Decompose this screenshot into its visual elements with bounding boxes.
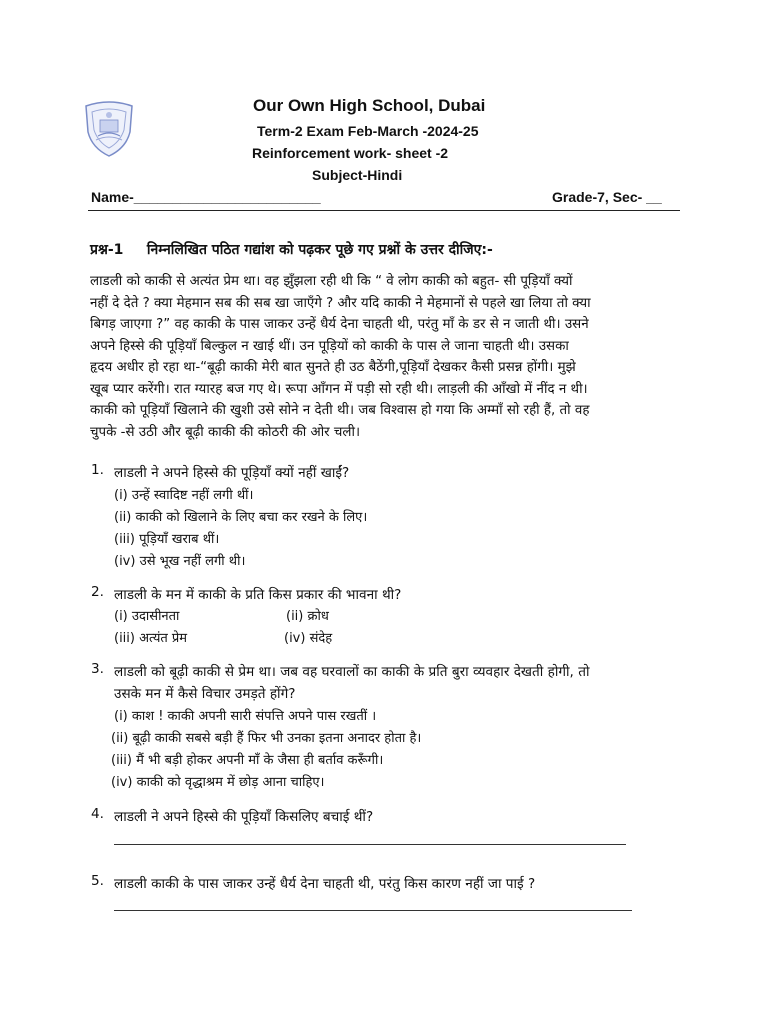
answer-option: (iii) अत्यंत प्रेम [114,631,188,646]
exam-title: Term-2 Exam Feb-March -2024-25 [257,123,479,139]
passage-line: खूब प्यार करेंगी। रात ग्यारह बज गए थे। रूपा आँगन में पड़ी सो रही थी। लाड़ली की आँखो में नींद न थी। [90,381,588,397]
question-text: लाडली को बूढ़ी काकी से प्रेम था। जब वह घरवालों का काकी के प्रति बुरा व्यवहार देखती होगी, तो [114,664,590,680]
answer-option: (ii) काकी को खिलाने के लिए बचा कर रखने के लिए। [114,510,368,525]
school-name: Our Own High School, Dubai [253,96,486,115]
answer-line [114,844,626,845]
reading-passage [90,271,680,443]
name-field: Name-________________________ [91,189,321,205]
passage-line: नहीं दे देते ? क्या मेहमान सब की सब खा जाएँगे ? और यदि काकी ने मेहमानों से पहले खा लिया तो क्या [90,295,591,311]
header-divider [88,210,680,211]
answer-option: (i) उदासीनता [114,609,180,624]
question-number: 3. [91,661,104,677]
question-text: लाडली के मन में काकी के प्रति किस प्रकार की भावना थी? [114,587,402,603]
section-heading [90,240,493,259]
question-number: 2. [91,584,104,600]
passage-line: लाडली को काकी से अत्यंत प्रेम था। वह झुँझला रही थी कि “ वे लोग काकी को बहुत- सी पूड़ियाँ क्यों [90,274,573,289]
worksheet-title: Reinforcement work- sheet -2 [252,145,449,161]
answer-option: (iii) मैं भी बड़ी होकर अपनी माँ के जैसा ही बर्ताव करूँगी। [111,753,384,768]
section-instruction: निम्नलिखित पठित गद्यांश को पढ़कर पूछे गए प्रश्नों के उत्तर दीजिए:- [146,242,493,258]
question-number: 5. [91,873,104,889]
passage-line: चुपके -से उठी और बूढ़ी काकी की कोठरी की ओर चली। [90,424,361,440]
answer-option: (ii) क्रोध [286,609,329,624]
answer-option: (i) काश ! काकी अपनी सारी संपत्ति अपने पास रखतीं । [114,709,377,724]
answer-option: (ii) बूढ़ी काकी सबसे बड़ी हैं फिर भी उनका इतना अनादर होता है। [111,731,422,746]
passage-line: काकी को पूड़ियाँ खिलाने की खुशी उसे सोने न देती थी। जब विश्वास हो गया कि अम्माँ सो रही हैं, तो वह [90,403,590,418]
passage-line: हृदय अधीर हो रहा था-“बूढ़ी काकी मेरी बात सुनते ही उठ बैठेंगी,पूड़ियाँ देखकर कैसी प्रसन्न होंगी। मुझे [90,360,576,375]
subject-title: Subject-Hindi [312,167,403,183]
answer-line [114,910,632,911]
answer-option: (iv) उसे भूख नहीं लगी थी। [114,554,246,569]
grade-field: Grade-7, Sec- __ [552,189,662,205]
question-number: 1. [91,462,104,478]
passage-line: अपने हिस्से की पूड़ियाँ बिल्कुल न खाई थीं। उन पूड़ियों को काकी के पास ले जाना चाहती थी। उसका [90,338,569,354]
question-text: लाडली ने अपने हिस्से की पूड़ियाँ किसलिए बचाई थीं? [114,809,374,825]
passage-line: बिगड़ जाएगा ?” वह काकी के पास जाकर उन्हें धैर्य देना चाहती थी, परंतु माँ के डर से न जाती थी। उसने [90,317,589,332]
question-text: लाडली ने अपने हिस्से की पूड़ियाँ क्यों नहीं खाईं? [114,465,350,481]
answer-option: (iv) काकी को वृद्धाश्रम में छोड़ आना चाहिए। [111,775,325,790]
question-number: 4. [91,806,104,822]
question-text: लाडली काकी के पास जाकर उन्हें धैर्य देना चाहती थी, परंतु किस कारण नहीं जा पाई ? [114,876,536,892]
school-crest-icon [78,98,140,160]
question-text-continued: उसके मन में कैसे विचार उमड़ते होंगे? [114,686,296,702]
answer-option: (i) उन्हें स्वादिष्ट नहीं लगी थीं। [114,488,254,503]
answer-option: (iii) पूड़ियाँ खराब थीं। [114,532,220,547]
answer-option: (iv) संदेह [284,631,333,646]
section-number: प्रश्न-1 [90,242,124,258]
